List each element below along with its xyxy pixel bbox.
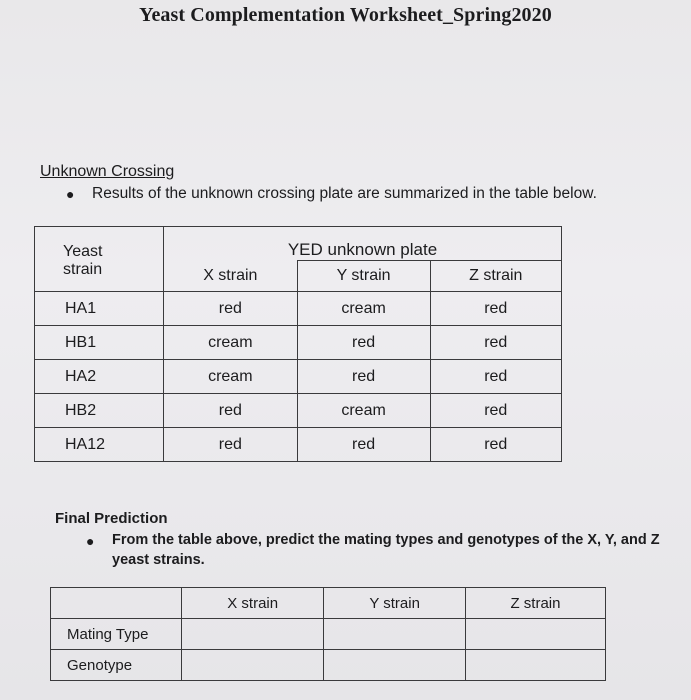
yeast-strain-header: [35, 227, 164, 292]
table-row: [35, 360, 562, 394]
cell-value: cream: [297, 394, 430, 428]
prediction-column-header-z: Z strain: [465, 588, 605, 619]
cell-value: cream: [164, 326, 298, 360]
cell-value: cream: [164, 360, 298, 394]
cell-value: red: [430, 292, 561, 326]
table-row: [35, 292, 562, 326]
table-row: [35, 326, 562, 360]
table-row: [35, 428, 562, 462]
yed-plate-header: YED unknown plate: [164, 227, 562, 261]
row-label-mating-type: Mating Type: [51, 619, 182, 650]
answer-cell[interactable]: [324, 650, 466, 681]
column-header-x: X strain: [164, 261, 298, 292]
cell-value: red: [297, 326, 430, 360]
bullet-icon: ●: [66, 186, 75, 202]
table-row: [51, 619, 606, 650]
final-prediction-bullet-text: From the table above, predict the mating types and genotypes of the X, Y, and Z yeast strains.: [112, 532, 660, 568]
row-label: HA2: [35, 360, 164, 394]
prediction-corner-cell: [51, 588, 182, 619]
row-label: HB1: [35, 326, 164, 360]
page-title: Yeast Complementation Worksheet_Spring2020: [139, 4, 552, 26]
cell-value: red: [430, 360, 561, 394]
final-prediction-table: [50, 587, 606, 681]
cell-value: red: [164, 428, 298, 462]
cell-value: red: [164, 394, 298, 428]
column-header-y: Y strain: [297, 261, 430, 292]
table-row: [51, 650, 606, 681]
row-label: HB2: [35, 394, 164, 428]
final-prediction-heading: Final Prediction: [55, 510, 168, 527]
prediction-column-header-y: Y strain: [324, 588, 466, 619]
answer-cell[interactable]: [182, 650, 324, 681]
row-label-genotype: Genotype: [51, 650, 182, 681]
cell-value: red: [297, 360, 430, 394]
yeast-strain-header-line1: Yeast: [63, 243, 103, 260]
answer-cell[interactable]: [465, 650, 605, 681]
row-label: HA1: [35, 292, 164, 326]
yeast-strain-header-line2: strain: [63, 261, 103, 278]
row-label: HA12: [35, 428, 164, 462]
bullet-icon: ●: [86, 533, 95, 549]
cell-value: red: [164, 292, 298, 326]
cell-value: red: [297, 428, 430, 462]
unknown-crossing-heading: Unknown Crossing: [40, 163, 175, 180]
answer-cell[interactable]: [465, 619, 605, 650]
cell-value: red: [430, 428, 561, 462]
cell-value: red: [430, 394, 561, 428]
column-header-z: Z strain: [430, 261, 561, 292]
unknown-crossing-table: [34, 226, 562, 462]
unknown-crossing-bullet-text: Results of the unknown crossing plate are summarized in the table below.: [92, 185, 597, 202]
unknown-crossing-bullet: [66, 185, 597, 203]
prediction-column-header-x: X strain: [182, 588, 324, 619]
cell-value: red: [430, 326, 561, 360]
final-prediction-bullet: [86, 530, 686, 570]
answer-cell[interactable]: [182, 619, 324, 650]
cell-value: cream: [297, 292, 430, 326]
table-row: [35, 394, 562, 428]
answer-cell[interactable]: [324, 619, 466, 650]
